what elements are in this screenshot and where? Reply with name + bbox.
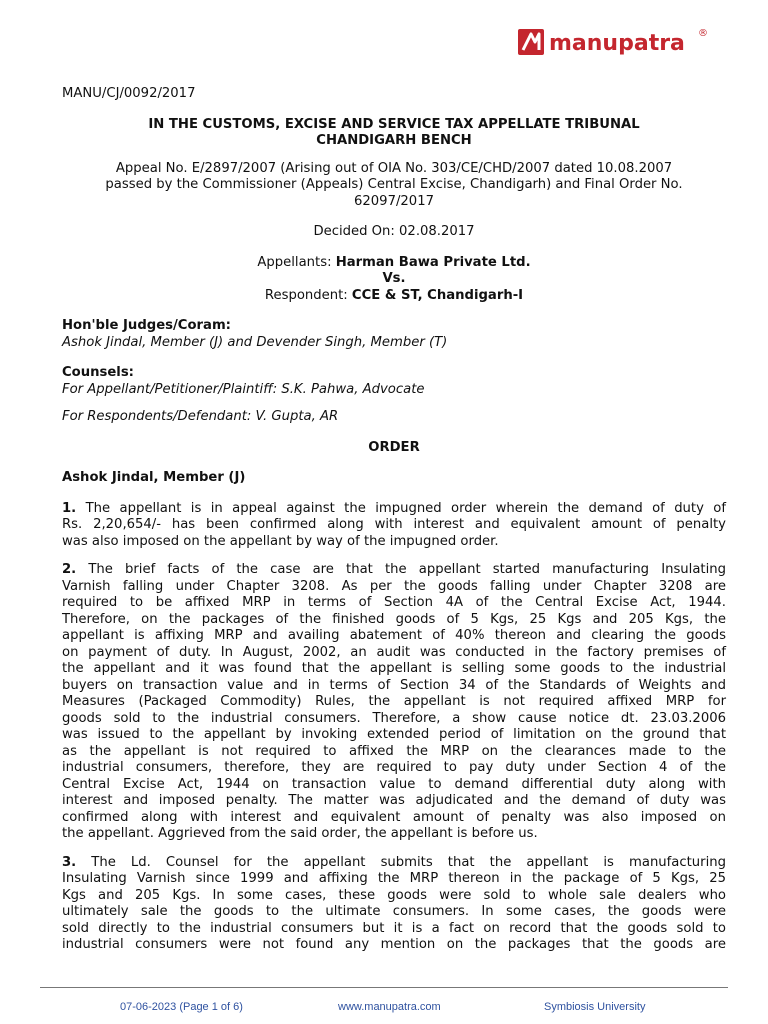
paragraph-number: 3. [62, 854, 77, 870]
appeal-details [62, 161, 726, 211]
footer-org: Symbiosis University [544, 1001, 646, 1013]
paragraph-text: confirmed along with interest and equivalent amount of penalty was also imposed on [62, 809, 726, 825]
paragraph-text: Rs. 2,20,654/- has been confirmed along with interest and equivalent amount of penalty [62, 517, 726, 532]
paragraph-line [62, 661, 726, 678]
registered-mark: ® [698, 28, 708, 39]
paragraph-line [62, 921, 726, 938]
paragraph-number: 1. [62, 500, 77, 516]
order-paragraph [62, 562, 726, 843]
paragraph-text: industrial consumers, therefore, they are required to pay duty under Section 4 of the [62, 760, 726, 775]
judges-heading: Hon'ble Judges/Coram: [62, 318, 231, 333]
paragraph-text: industrial consumers were not found any mention on the packages that the goods are [62, 937, 726, 952]
paragraph-line [62, 628, 726, 645]
paragraph-number: 2. [62, 562, 77, 577]
paragraph-text: was issued to the appellant by invoking extended period of limitation on the ground that [62, 727, 726, 742]
paragraph-line [62, 826, 726, 843]
appellants-label: Appellants: [257, 254, 336, 270]
paragraph-text: as the appellant is not required to affixed the MRP on the clearances made to the [62, 743, 726, 759]
document-body [62, 86, 726, 954]
paragraph-line [62, 534, 726, 551]
paragraph-line [62, 694, 726, 711]
counsel-appellant: For Appellant/Petitioner/Plaintiff: S.K. Pahwa, Advocate [62, 381, 425, 397]
paragraph-text: the appellant and it was found that the appellant is selling some goods to the industrial [62, 661, 726, 676]
paragraph-text: ultimately sale the goods to the ultimate consumers. In some cases, the goods were [62, 904, 726, 919]
appeal-line-3: 62097/2017 [354, 193, 434, 209]
appeal-line-2: passed by the Commissioner (Appeals) Central Excise, Chandigarh) and Final Order No. [105, 177, 683, 192]
paragraph-text: The Ld. Counsel for the appellant submits that the appellant is manufacturing [91, 854, 726, 870]
appellants-row [62, 255, 726, 272]
appellants-name: Harman Bawa Private Ltd. [335, 254, 531, 270]
footer-site-link[interactable]: www.manupatra.com [338, 1001, 441, 1013]
manupatra-logo [517, 25, 712, 57]
order-paragraphs [62, 501, 726, 954]
paragraph-line [62, 855, 726, 872]
paragraph-text: Central Excise Act, 1944 on transaction value to demand differential duty along with [62, 776, 726, 792]
paragraph-line [62, 562, 726, 579]
order-heading: ORDER [368, 439, 420, 455]
footer-divider [40, 987, 728, 988]
paragraph-text: The brief facts of the case are that the appellant started manufacturing Insulating [88, 562, 726, 577]
paragraph-line [62, 678, 726, 695]
paragraph-line [62, 612, 726, 629]
paragraph-text: interest and imposed penalty. The matter was adjudicated and the demand of duty was [62, 793, 726, 808]
paragraph-line [62, 727, 726, 744]
paragraph-text: Insulating Varnish since 1999 and affixing the MRP thereon in the package of 5 Kgs, 25 [62, 871, 726, 886]
paragraph-line [62, 760, 726, 777]
paragraph-text: sold directly to the industrial consumers but it is a fact on record that the goods sold to [62, 920, 726, 936]
respondent-name: CCE & ST, Chandigarh-I [351, 287, 524, 303]
judges-section [62, 318, 726, 351]
paragraph-text: the appellant. Aggrieved from the said order, the appellant is before us. [62, 826, 538, 841]
counsel-respondent: For Respondents/Defendant: V. Gupta, AR [62, 409, 339, 424]
paragraph-line [62, 579, 726, 596]
paragraph-line [62, 871, 726, 888]
paragraph-line [62, 744, 726, 761]
paragraph-line [62, 937, 726, 954]
paragraph-text: was also imposed on the appellant by way of the impugned order. [62, 533, 499, 549]
paragraph-line [62, 888, 726, 905]
paragraph-line [62, 645, 726, 662]
paragraph-text: goods sold to the industrial consumers. Therefore, a show cause notice dt. 23.03.2006 [62, 710, 726, 726]
paragraph-text: Varnish falling under Chapter 3208. As per the goods falling under Chapter 3208 are [62, 578, 726, 594]
paragraph-text: Therefore, on the packages of the finished goods of 5 Kgs, 25 Kgs and 205 Kgs, the [62, 611, 726, 627]
court-line-2: CHANDIGARH BENCH [316, 133, 472, 148]
appeal-line-1: Appeal No. E/2897/2007 (Arising out of OIA No. 303/CE/CHD/2007 dated 10.08.2007 [115, 160, 673, 176]
court-heading [62, 117, 726, 150]
court-line-1: IN THE CUSTOMS, EXCISE AND SERVICE TAX APPELLATE TRIBUNAL [148, 116, 640, 132]
paragraph-line [62, 501, 726, 518]
paragraph-line [62, 711, 726, 728]
paragraph-line [62, 904, 726, 921]
respondent-label: Respondent: [264, 287, 352, 303]
order-paragraph [62, 501, 726, 551]
paragraph-line [62, 517, 726, 534]
paragraph-text: appellant is affixing MRP and availing abatement of 40% thereon and clearing the goods [62, 628, 726, 643]
paragraph-text: required to be affixed MRP in terms of Section 4A of the Central Excise Act, 1944. [62, 595, 726, 610]
parties [62, 255, 726, 305]
citation: MANU/CJ/0092/2017 [62, 86, 196, 101]
paragraph-text: Kgs and 205 Kgs. In some cases, these goods were sold to whole sale dealers who [62, 887, 726, 903]
paragraph-text: buyers on transaction value and in terms of Section 34 of the Standards of Weights and [62, 677, 726, 693]
versus: Vs. [382, 271, 406, 286]
paragraph-line [62, 810, 726, 827]
footer-date-page: 07-06-2023 (Page 1 of 6) [120, 1001, 243, 1013]
paragraph-text: Measures (Packaged Commodity) Rules, the appellant is not required affixed MRP for [62, 694, 726, 709]
paragraph-line [62, 595, 726, 612]
paragraph-text: on payment of duty. In August, 2002, an audit was conducted in the factory premises of [62, 644, 726, 660]
paragraph-line [62, 793, 726, 810]
judges-names: Ashok Jindal, Member (J) and Devender Singh, Member (T) [62, 334, 448, 350]
order-paragraph [62, 855, 726, 954]
logo-text: manupatra [549, 31, 685, 56]
paragraph-text: The appellant is in appeal against the impugned order wherein the demand of duty of [85, 500, 726, 516]
decided-on: Decided On: 02.08.2017 [313, 224, 475, 239]
respondent-row [62, 288, 726, 305]
counsels-heading: Counsels: [62, 365, 134, 380]
order-author: Ashok Jindal, Member (J) [62, 470, 246, 485]
paragraph-line [62, 777, 726, 794]
counsels-section [62, 365, 726, 426]
